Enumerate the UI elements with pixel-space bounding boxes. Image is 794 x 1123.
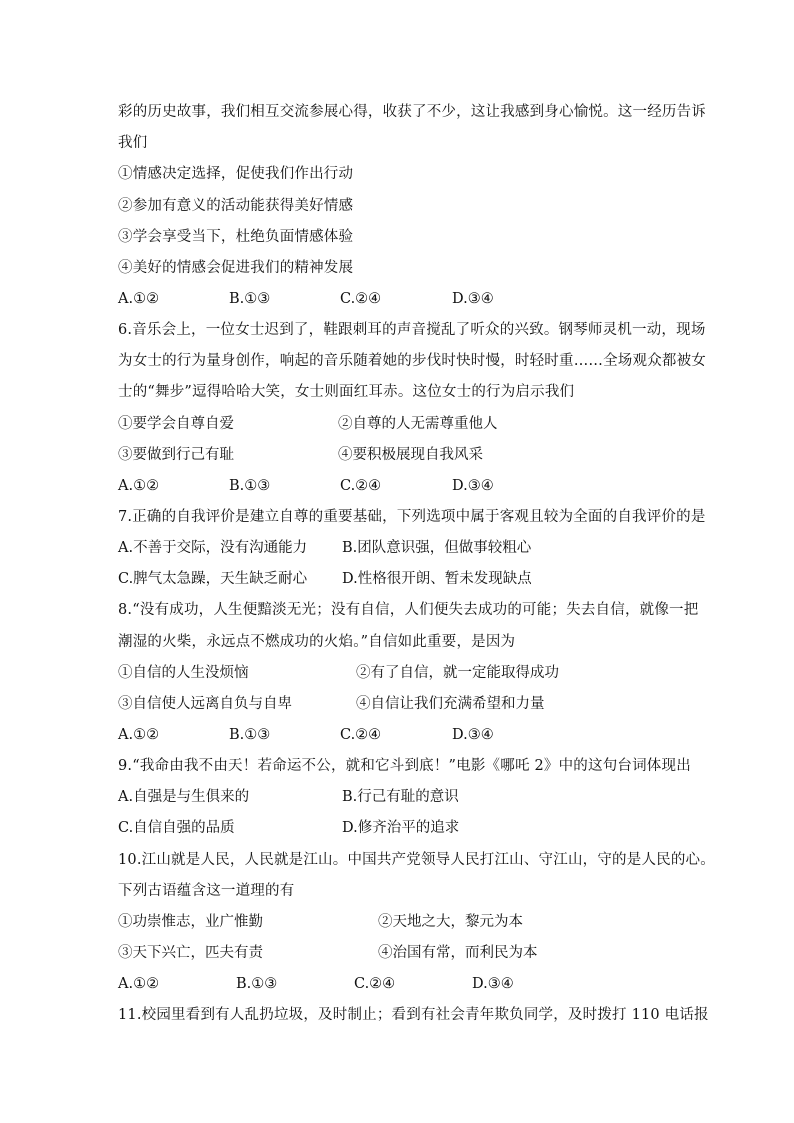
q9-option-b: B.行己有耻的意识	[342, 789, 459, 805]
q8-stem-line-2: 潮湿的火柴，永远点不燃成功的火焰。”自信如此重要，是因为	[118, 634, 516, 650]
q5-option-1: ①情感决定选择，促使我们作出行动	[118, 166, 354, 182]
q8-stem-line-1: 8.“没有成功，人生便黯淡无光；没有自信，人们便失去成功的可能；失去自信，就像一把	[118, 602, 699, 618]
q7-option-b: B.团队意识强，但做事较粗心	[342, 540, 532, 556]
q9-option-d: D.修齐治平的追求	[342, 820, 460, 836]
q6-option-2: ②自尊的人无需尊重他人	[338, 416, 498, 432]
q10-option-4: ④治国有常，而利民为本	[378, 945, 538, 961]
q5-choice-b: B.①③	[229, 291, 271, 307]
q5-choice-d: D.③④	[452, 291, 494, 307]
q6-choice-a: A.①②	[118, 478, 160, 494]
q6-option-1: ①要学会自尊自爱	[118, 416, 234, 432]
q7-option-a: A.不善于交际，没有沟通能力	[118, 540, 308, 556]
q10-choice-a: A.①②	[118, 976, 160, 992]
q10-choice-b: B.①③	[236, 976, 278, 992]
q6-option-3: ③要做到行己有耻	[118, 447, 234, 463]
q10-stem-line-2: 下列古语蕴含这一道理的有	[118, 883, 295, 899]
q7-option-d: D.性格很开朗、暂未发现缺点	[342, 571, 532, 587]
q5-option-2: ②参加有意义的活动能获得美好情感	[118, 198, 354, 214]
q6-choice-d: D.③④	[452, 478, 494, 494]
q7-stem-line-1: 7.正确的自我评价是建立自尊的重要基础，下列选项中属于客观且较为全面的自我评价的是	[118, 509, 706, 525]
q8-option-2: ②有了自信，就一定能取得成功	[356, 665, 559, 681]
q6-stem-line-3: 士的“舞步”逗得哈哈大笑，女士则面红耳赤。这位女士的行为启示我们	[118, 384, 575, 400]
q6-choice-b: B.①③	[229, 478, 271, 494]
q5-choice-c: C.②④	[340, 291, 382, 307]
q8-option-1: ①自信的人生没烦恼	[118, 665, 249, 681]
q5-option-3: ③学会享受当下，杜绝负面情感体验	[118, 229, 354, 245]
q10-option-1: ①功崇惟志，业广惟勤	[118, 914, 263, 930]
q6-stem-line-1: 6.音乐会上，一位女士迟到了，鞋跟刺耳的声音搅乱了听众的兴致。钢琴师灵机一动，现场	[118, 322, 706, 338]
q8-choice-c: C.②④	[340, 727, 382, 743]
q10-stem-line-1: 10.江山就是人民，人民就是江山。中国共产党领导人民打江山、守江山，守的是人民的心。	[118, 852, 715, 868]
q6-stem-line-2: 为女士的行为量身创作，响起的音乐随着她的步伐时快时慢，时轻时重……全场观众都被女	[118, 353, 706, 369]
q5-choice-a: A.①②	[118, 291, 160, 307]
q9-option-c: C.自信自强的品质	[118, 820, 235, 836]
q10-option-2: ②天地之大，黎元为本	[378, 914, 523, 930]
q5-option-4: ④美好的情感会促进我们的精神发展	[118, 260, 354, 276]
q9-stem-line-1: 9.“我命由我不由天！若命运不公，就和它斗到底！”电影《哪吒 2》中的这句台词体现出	[118, 758, 691, 774]
q9-option-a: A.自强是与生俱来的	[118, 789, 250, 805]
q6-choice-c: C.②④	[340, 478, 382, 494]
q8-choice-d: D.③④	[452, 727, 494, 743]
q5-stem-line-2: 我们	[118, 135, 148, 151]
q6-option-4: ④要积极展现自我风采	[338, 447, 483, 463]
q11-stem-line-1: 11.校园里看到有人乱扔垃圾，及时制止；看到有社会青年欺负同学，及时拨打 110 电话报	[118, 1007, 709, 1023]
q10-choice-d: D.③④	[472, 976, 514, 992]
q10-choice-c: C.②④	[354, 976, 396, 992]
q5-stem-line-1: 彩的历史故事，我们相互交流参展心得，收获了不少，这让我感到身心愉悦。这一经历告诉	[118, 104, 706, 120]
q8-option-4: ④自信让我们充满希望和力量	[356, 696, 545, 712]
q10-option-3: ③天下兴亡，匹夫有责	[118, 945, 263, 961]
q8-choice-b: B.①③	[229, 727, 271, 743]
q8-option-3: ③自信使人远离自负与自卑	[118, 696, 292, 712]
q7-option-c: C.脾气太急躁，天生缺乏耐心	[118, 571, 308, 587]
q8-choice-a: A.①②	[118, 727, 160, 743]
